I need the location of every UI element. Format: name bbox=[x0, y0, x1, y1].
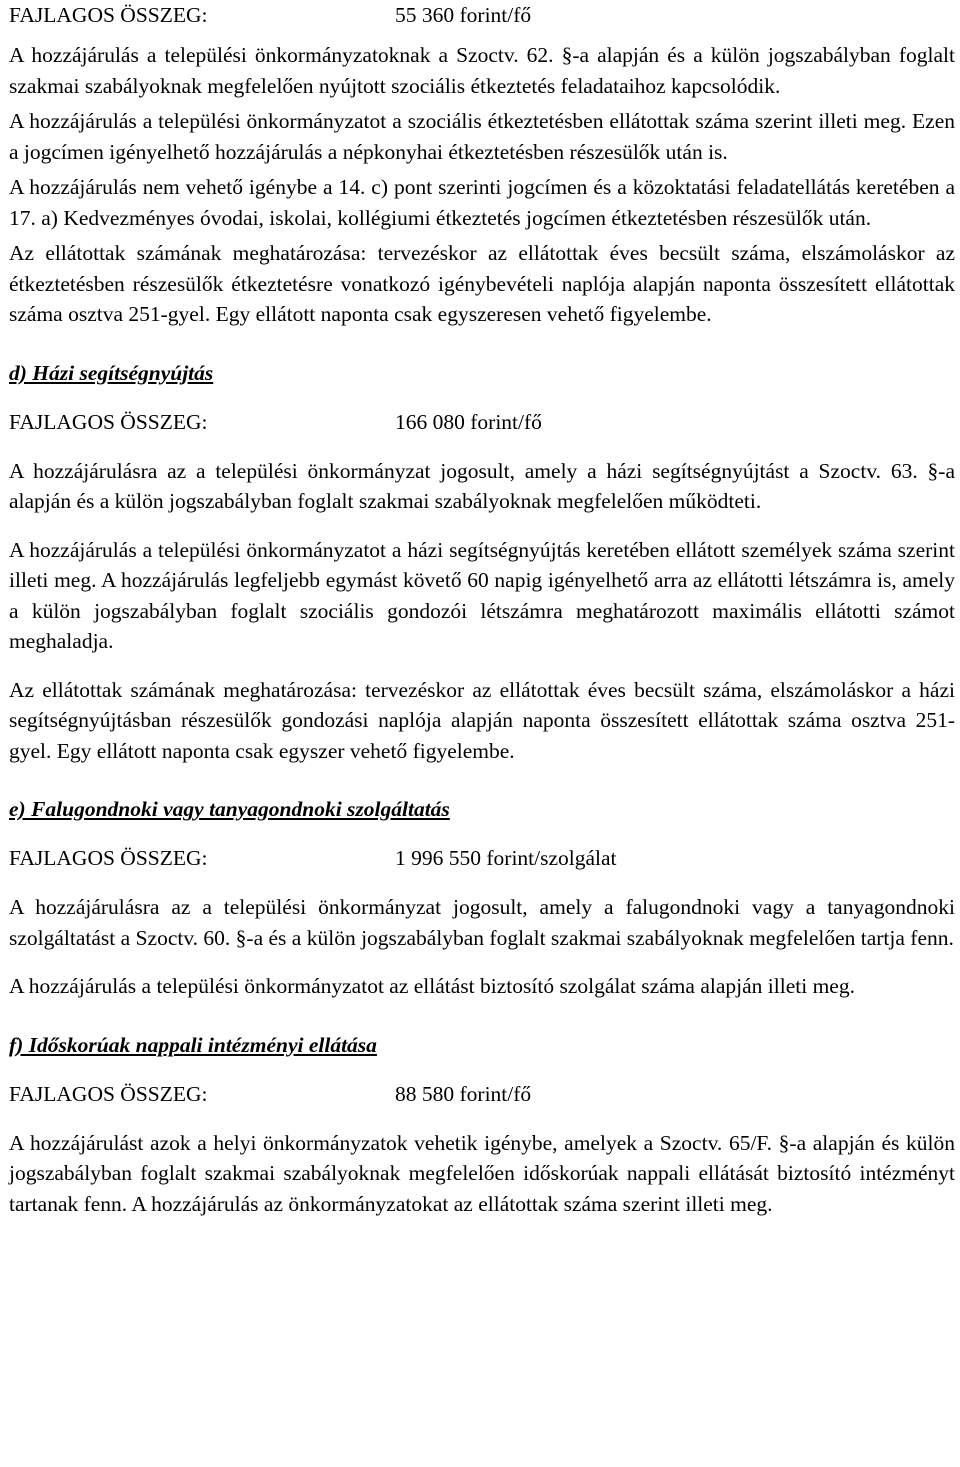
amount-label: FAJLAGOS ÖSSZEG: bbox=[9, 1081, 208, 1106]
amount-row-f bbox=[9, 1079, 955, 1110]
paragraph-e-2: A hozzájárulás a települési önkormányzatot az ellátást biztosító szolgálat száma alapján illeti meg. bbox=[9, 974, 855, 998]
amount-label: FAJLAGOS ÖSSZEG: bbox=[9, 846, 208, 870]
paragraph-c-1: A hozzájárulás a települési önkormányzatoknak a Szoctv. 62. §-a alapján és a külön jogszabályban foglalt szakmai szabályoknak megfelelően nyújtott szociális étkeztetés feladataihoz kapcsolódik. bbox=[9, 43, 955, 98]
paragraph-d-2: A hozzájárulás a települési önkormányzatot a házi segítségnyújtás keretében ellátott személyek száma szerint illeti meg. A hozzájárulás legfeljebb egymást követő 60 napig igényelhető arra az ellátotti létszámra is, amely a külön jogszabályban foglalt szociális gondozói létszámra meghatározott maximális ellátotti számot meghaladja. bbox=[9, 537, 955, 653]
paragraph-c-3: A hozzájárulás nem vehető igénybe a 14. c) pont szerinti jogcímen és a közoktatási feladatellátás keretében a 17. a) Kedvezményes óvodai, iskolai, kollégiumi étkeztetés jogcímen étkeztetésben részesülők után. bbox=[9, 175, 955, 230]
amount-row-c bbox=[9, 0, 955, 31]
amount-value: 55 360 forint/fő bbox=[395, 3, 532, 27]
paragraph-e-1: A hozzájárulásra az a települési önkormányzat jogosult, amely a falugondnoki vagy a tanyagondnoki szolgáltatást a Szoctv. 60. §-a és a külön jogszabályban foglalt szakmai szabályoknak megfelelően tartja fenn. bbox=[9, 895, 955, 950]
paragraph-c-4: Az ellátottak számának meghatározása: tervezéskor az ellátottak éves becsült száma, elszámoláskor az étkeztetésben részesülők étkeztetésre vonatkozó igénybevételi naplója alapján naponta összesített ellátottak száma osztva 251-gyel. Egy ellátott naponta csak egyszeresen vehető figyelembe. bbox=[9, 241, 955, 326]
document-page bbox=[9, 0, 955, 1219]
amount-value: 1 996 550 forint/szolgálat bbox=[395, 846, 617, 870]
paragraph-d-1: A hozzájárulásra az a települési önkormányzat jogosult, amely a házi segítségnyújtást a Szoctv. 63. §-a alapján és a külön jogszabályban foglalt szakmai szabályoknak megfelelően működteti. bbox=[9, 458, 955, 513]
paragraph-d-3: Az ellátottak számának meghatározása: tervezéskor az ellátottak éves becsült száma, elszámoláskor a házi segítségnyújtásban részesülők gondozási naplója alapján naponta összesített ellátottak száma osztva 251-gyel. Egy ellátott naponta csak egyszer vehető figyelembe. bbox=[9, 677, 955, 763]
amount-value: 88 580 forint/fő bbox=[395, 1081, 532, 1106]
amount-row-e bbox=[9, 843, 955, 874]
amount-label: FAJLAGOS ÖSSZEG: bbox=[9, 3, 208, 27]
amount-label: FAJLAGOS ÖSSZEG: bbox=[9, 409, 208, 434]
paragraph-f-1: A hozzájárulást azok a helyi önkormányzatok vehetik igénybe, amelyek a Szoctv. 65/F. §-a alapján és külön jogszabályban foglalt szakmai szabályoknak megfelelően időskorúak nappali ellátását biztosító intézményt tartanak fenn. A hozzájárulás az önkormányzatokat az ellátottak száma szerint illeti meg. bbox=[9, 1130, 955, 1216]
paragraph-c-2: A hozzájárulás a települési önkormányzatot a szociális étkeztetésben ellátottak száma szerint illeti meg. Ezen a jogcímen igényelhető hozzájárulás a népkonyhai étkeztetésben részesülők után is. bbox=[9, 109, 955, 164]
amount-row-d bbox=[9, 407, 955, 438]
amount-value: 166 080 forint/fő bbox=[395, 409, 542, 434]
section-heading-d: d) Házi segítségnyújtás bbox=[9, 360, 214, 385]
section-heading-e: e) Falugondnoki vagy tanyagondnoki szolgáltatás bbox=[9, 797, 450, 821]
section-heading-f: f) Időskorúak nappali intézményi ellátása bbox=[9, 1032, 377, 1057]
